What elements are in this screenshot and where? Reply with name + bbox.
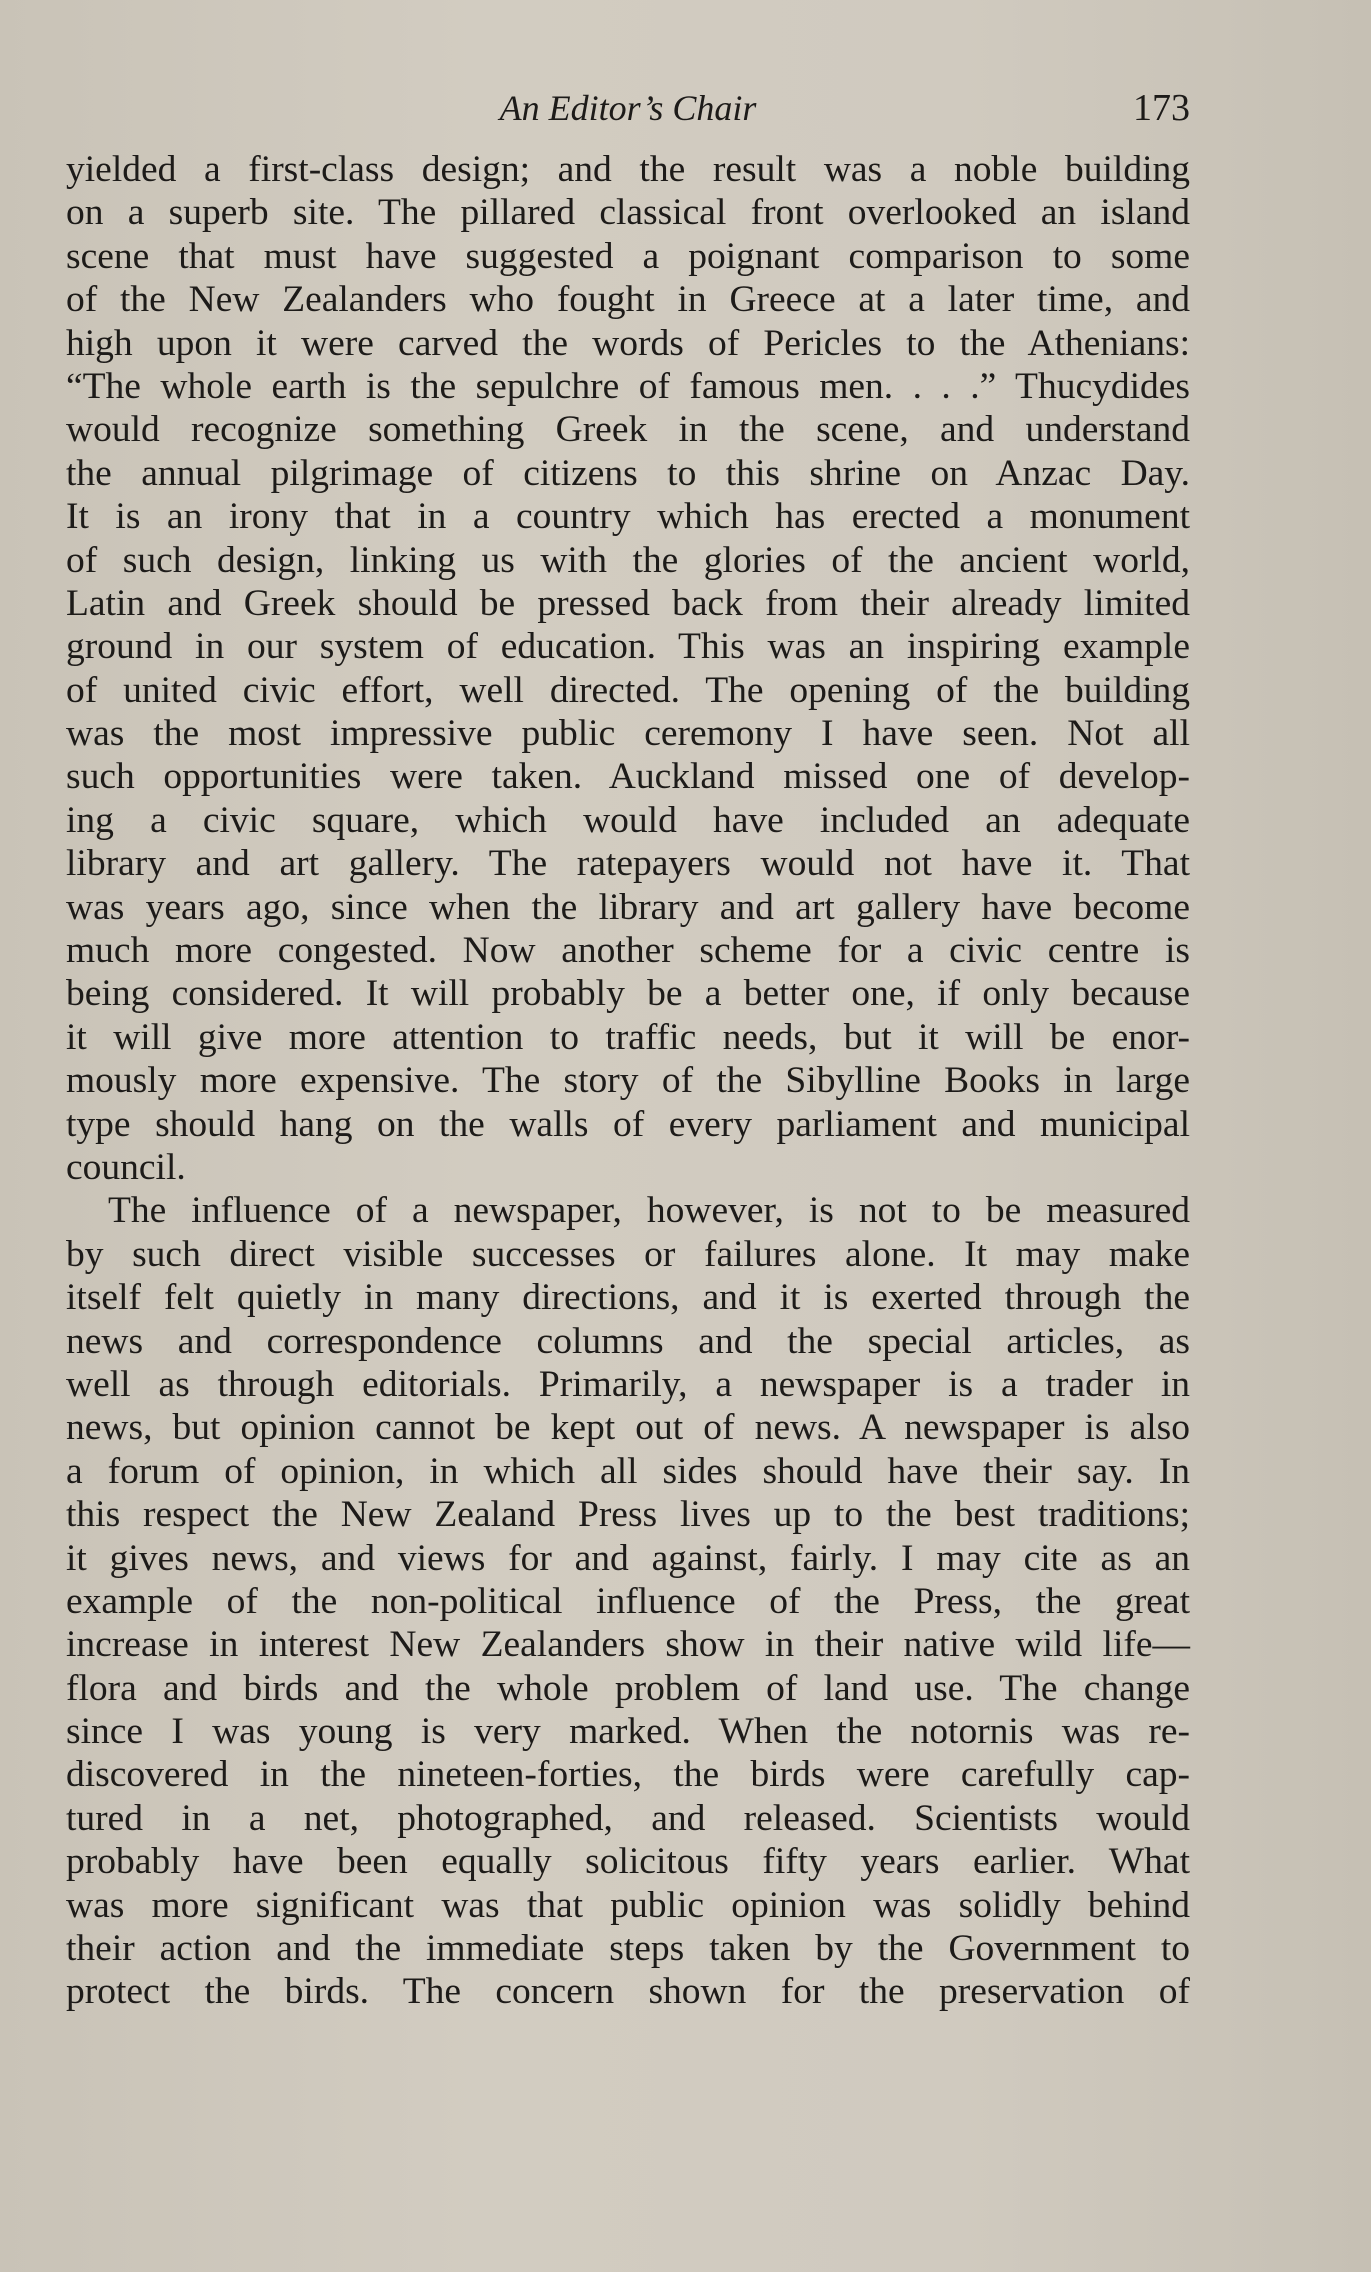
text-line: it will give more attention to traffic needs, but it will be enor-: [66, 1016, 1190, 1058]
text-line: their action and the immediate steps taken by the Government to: [66, 1928, 1190, 1970]
text-line: type should hang on the walls of every parliament and municipal: [66, 1103, 1190, 1145]
text-line: example of the non-political influence of the Press, the great: [66, 1580, 1190, 1622]
body-text: [66, 148, 1190, 2014]
text-line: a forum of opinion, in which all sides should have their say. In: [66, 1450, 1190, 1492]
text-line: was the most impressive public ceremony I have seen. Not all: [66, 713, 1190, 755]
text-line: ground in our system of education. This was an inspiring example: [66, 626, 1190, 668]
page-number: 173: [1133, 87, 1190, 129]
text-line: being considered. It will probably be a better one, if only because: [66, 973, 1190, 1015]
running-head: [66, 82, 1190, 134]
text-line: probably have been equally solicitous fifty years earlier. What: [66, 1841, 1190, 1883]
text-line: protect the birds. The concern shown for the preservation of: [66, 1971, 1190, 2013]
text-line: such opportunities were taken. Auckland missed one of develop-: [66, 756, 1190, 798]
text-line: yielded a first-class design; and the result was a noble building: [66, 149, 1190, 190]
text-line: since I was young is very marked. When the notornis was re-: [66, 1711, 1190, 1753]
text-line: was more significant was that public opinion was solidly behind: [66, 1884, 1190, 1926]
text-line: ing a civic square, which would have included an adequate: [66, 799, 1190, 841]
text-line: mously more expensive. The story of the Sibylline Books in large: [66, 1060, 1190, 1102]
text-line: of united civic effort, well directed. The opening of the building: [66, 669, 1190, 711]
text-line: itself felt quietly in many directions, and it is exerted through the: [66, 1277, 1190, 1319]
text-line: on a superb site. The pillared classical front overlooked an island: [66, 192, 1190, 234]
text-line: well as through editorials. Primarily, a newspaper is a trader in: [66, 1363, 1190, 1405]
text-line: of such design, linking us with the glories of the ancient world,: [66, 539, 1190, 581]
text-line: scene that must have suggested a poignant comparison to some: [66, 235, 1190, 277]
running-title: An Editor’s Chair: [499, 88, 757, 128]
paragraph-first-line: The influence of a newspaper, however, is not to be measured: [108, 1190, 1190, 1232]
text-line: flora and birds and the whole problem of land use. The change: [66, 1667, 1190, 1709]
text-line: it gives news, and views for and against, fairly. I may cite as an: [66, 1537, 1190, 1579]
text-line: this respect the New Zealand Press lives up to the best traditions;: [66, 1494, 1190, 1536]
text-line: much more congested. Now another scheme for a civic centre is: [66, 930, 1190, 972]
text-line: discovered in the nineteen-forties, the birds were carefully cap-: [66, 1754, 1190, 1796]
text-line: by such direct visible successes or failures alone. It may make: [66, 1233, 1190, 1275]
text-line: of the New Zealanders who fought in Greece at a later time, and: [66, 279, 1190, 321]
text-line: was years ago, since when the library and art gallery have become: [66, 886, 1190, 928]
text-line: the annual pilgrimage of citizens to this shrine on Anzac Day.: [66, 452, 1190, 494]
text-line: news, but opinion cannot be kept out of news. A newspaper is also: [66, 1407, 1190, 1449]
text-line: Latin and Greek should be pressed back from their already limited: [66, 582, 1190, 624]
text-line: would recognize something Greek in the scene, and understand: [66, 409, 1190, 451]
text-line: news and correspondence columns and the special articles, as: [66, 1320, 1190, 1362]
text-line: high upon it were carved the words of Pericles to the Athenians:: [66, 322, 1190, 364]
text-line: increase in interest New Zealanders show in their native wild life—: [66, 1624, 1190, 1666]
paragraph-last-line: council.: [66, 1146, 186, 1188]
text-line: tured in a net, photographed, and released. Scientists would: [66, 1797, 1190, 1839]
text-line: It is an irony that in a country which has erected a monument: [66, 496, 1190, 538]
text-line: “The whole earth is the sepulchre of famous men. . . .” Thucydides: [66, 365, 1190, 407]
text-line: library and art gallery. The ratepayers would not have it. That: [66, 843, 1190, 885]
